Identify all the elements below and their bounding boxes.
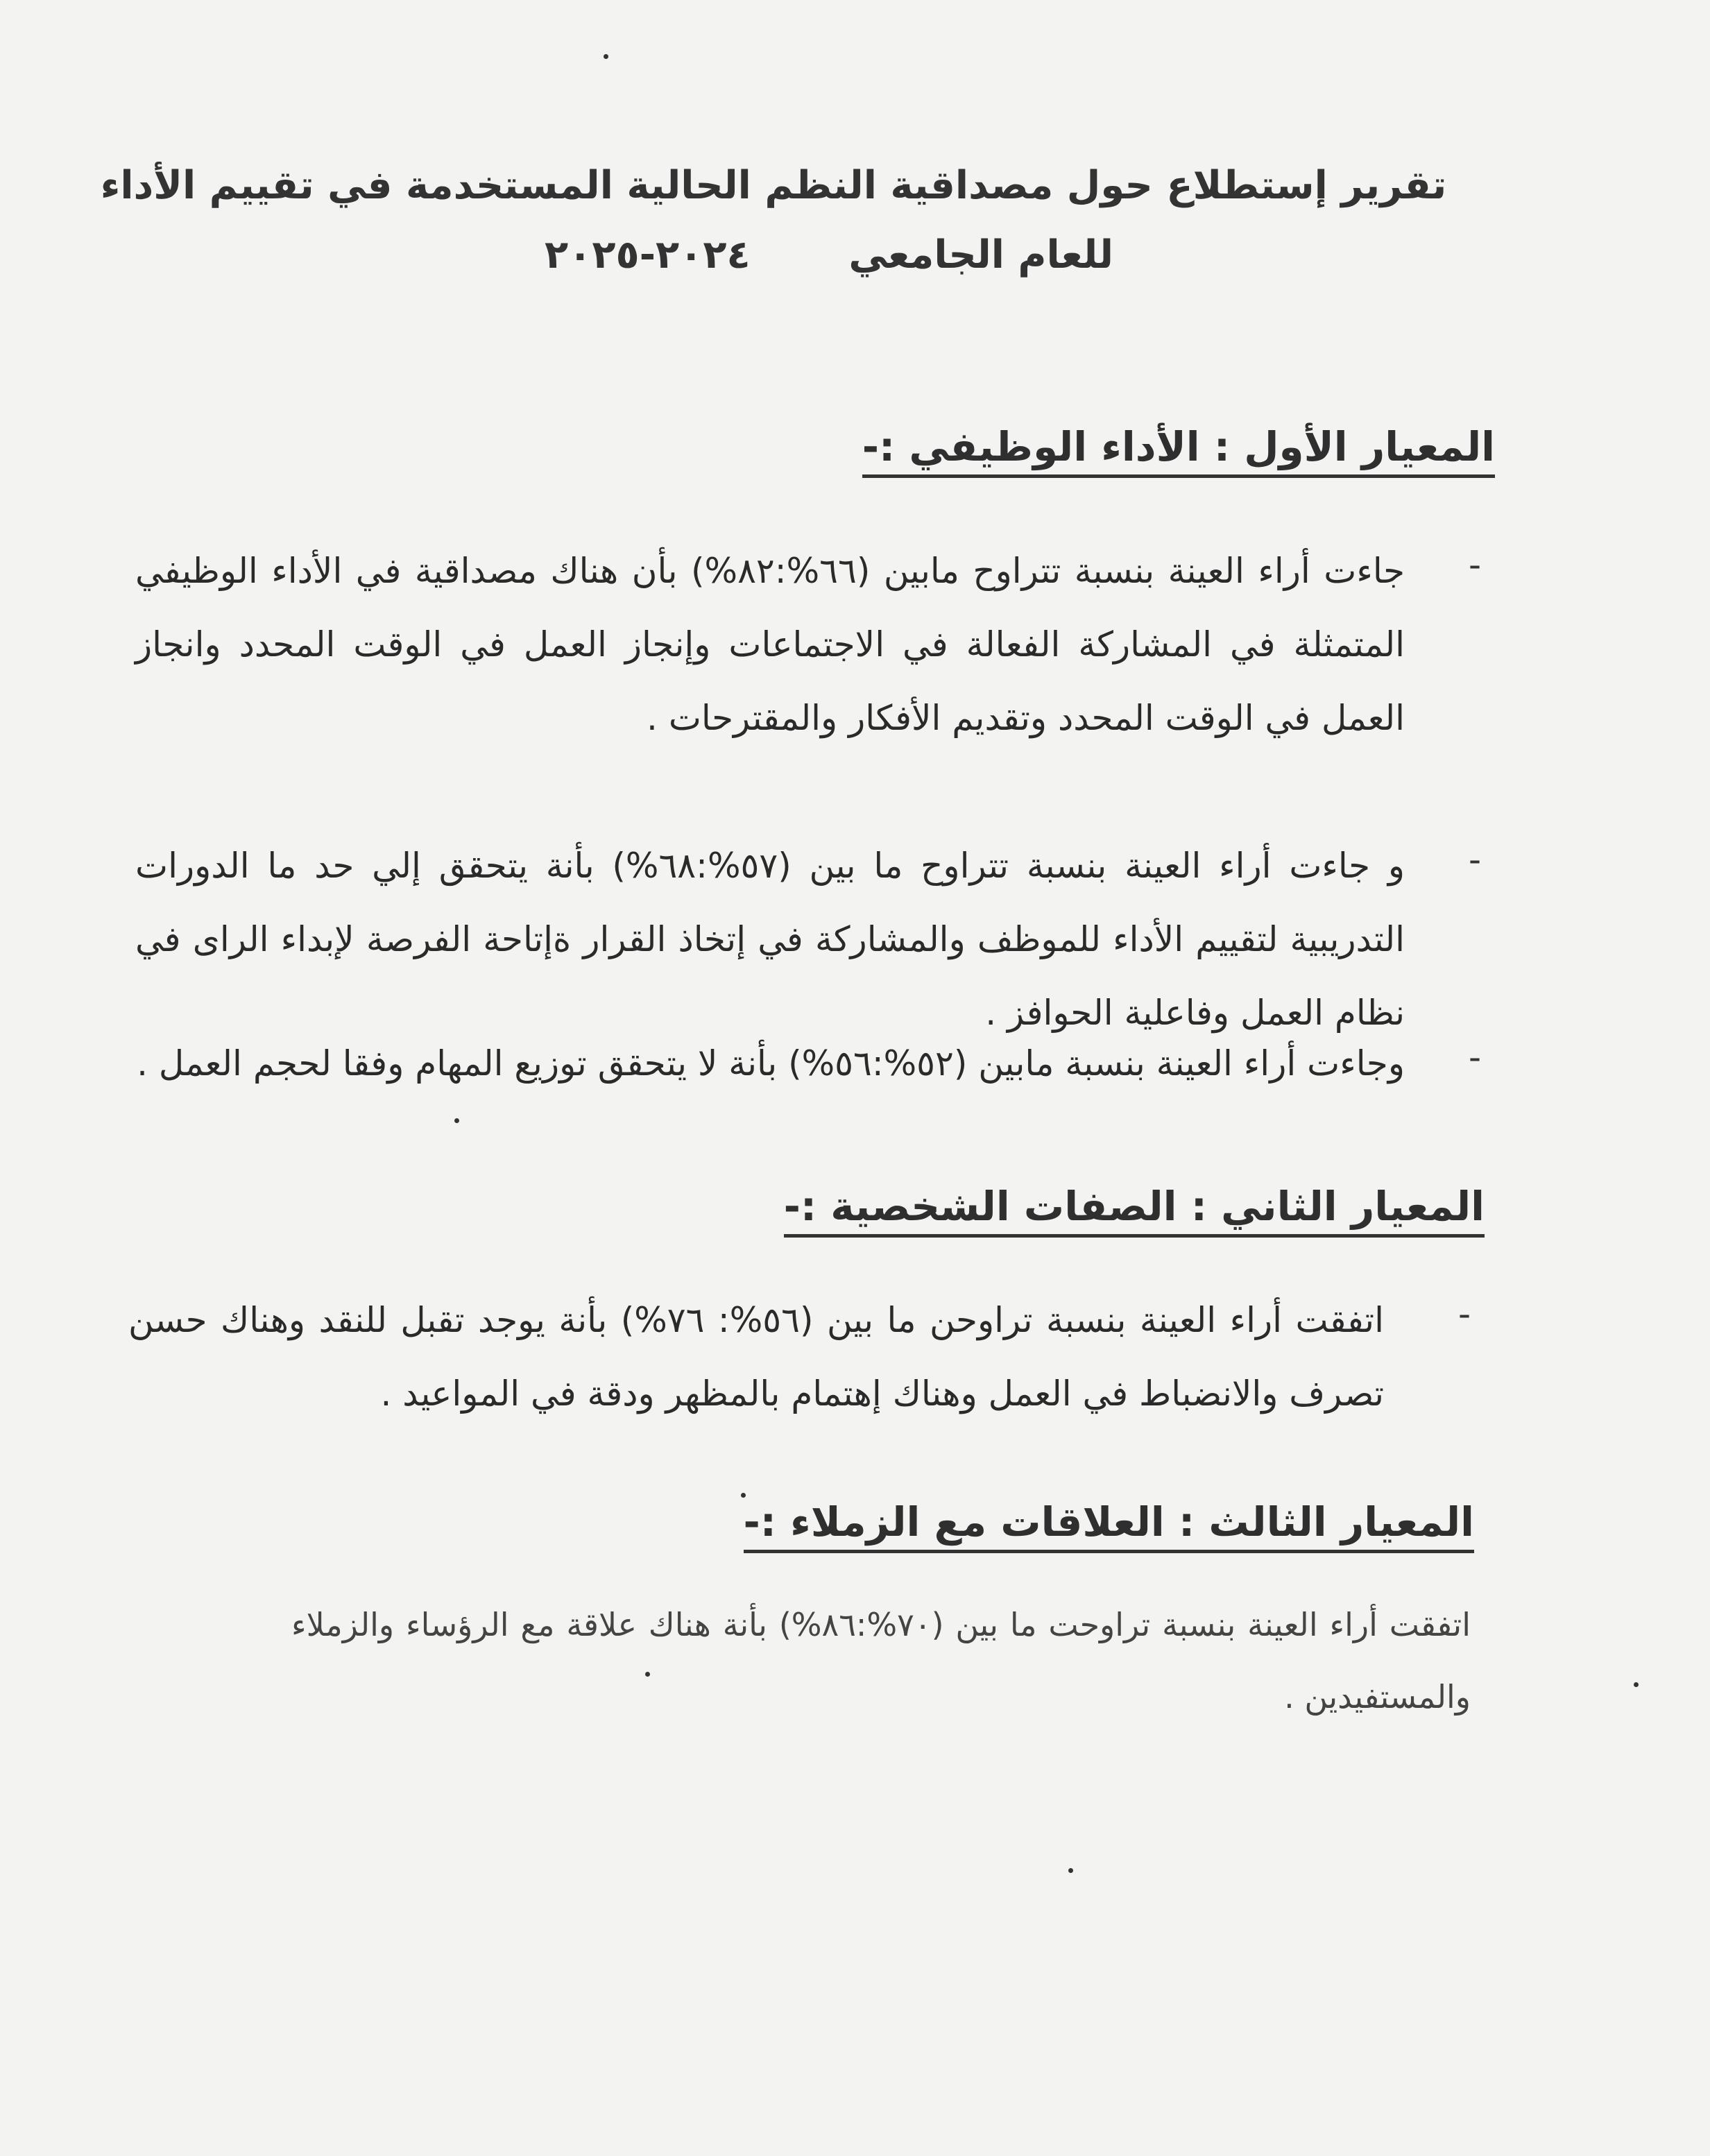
section-paragraph: اتفقت أراء العينة بنسبة تراوحت ما بين (٧٠%:٨٦%) بأنة هناك علاقة مع الرؤساء والزملاء والمستفيدين .: [291, 1606, 1471, 1716]
scan-speck: [645, 1672, 650, 1677]
section-heading-colleague-relations: المعيار الثالث : العلاقات مع الزملاء :-: [744, 1498, 1474, 1553]
bullet-text: اتفقت أراء العينة بنسبة تراوحن ما بين (٥٦%: ٧٦%) بأنة يوجد تقبل للنقد وهناك حسن تصرف والانضباط في العمل وهناك إهتمام بالمظهر ودقة في المواعيد .: [128, 1300, 1384, 1414]
bullet-dash: -: [1468, 839, 1481, 880]
scan-speck: [454, 1118, 459, 1123]
bullet-text: و جاءت أراء العينة بنسبة تتراوح ما بين (٥٧%:٦٨%) بأنة يتحقق إلي حد ما الدورات التدريبية لتقييم الأداء للموظف والمشاركة في إتخاذ القرار ةإتاحة الفرصة لإبداء الراى في نظام العمل وفاعلية الحوافز .: [135, 846, 1405, 1033]
report-title: تقرير إستطلاع حول مصداقية النظم الحالية المستخدمة في تقييم الأداء: [100, 163, 1447, 208]
bullet-dash: -: [1468, 545, 1481, 585]
section-heading-personal-traits: المعيار الثاني : الصفات الشخصية :-: [784, 1183, 1485, 1238]
scan-speck: [1634, 1682, 1639, 1687]
scan-speck: [1068, 1868, 1073, 1873]
scan-speck: [741, 1493, 746, 1498]
scan-speck: [604, 54, 608, 59]
report-subtitle: للعام الجامعي: [848, 232, 1113, 277]
bullet-dash: -: [1468, 1037, 1481, 1077]
bullet-text: وجاءت أراء العينة بنسبة مابين (٥٢%:٥٦%) بأنة لا يتحقق توزيع المهام وفقا لحجم العمل .: [137, 1043, 1405, 1084]
bullet-text: جاءت أراء العينة بنسبة تتراوح مابين (٦٦%:٨٢%) بأن هناك مصداقية في الأداء الوظيفي المتمثلة في المشاركة الفعالة في الاجتماعات وإنجاز العمل في الوقت المحدد وانجاز العمل في الوقت المحدد وتقديم الأفكار والمقترحات .: [135, 551, 1405, 738]
section-heading-performance: المعيار الأول : الأداء الوظيفي :-: [862, 423, 1495, 478]
academic-year: ٢٠٢٤-٢٠٢٥: [545, 232, 751, 277]
bullet-dash: -: [1457, 1294, 1471, 1334]
